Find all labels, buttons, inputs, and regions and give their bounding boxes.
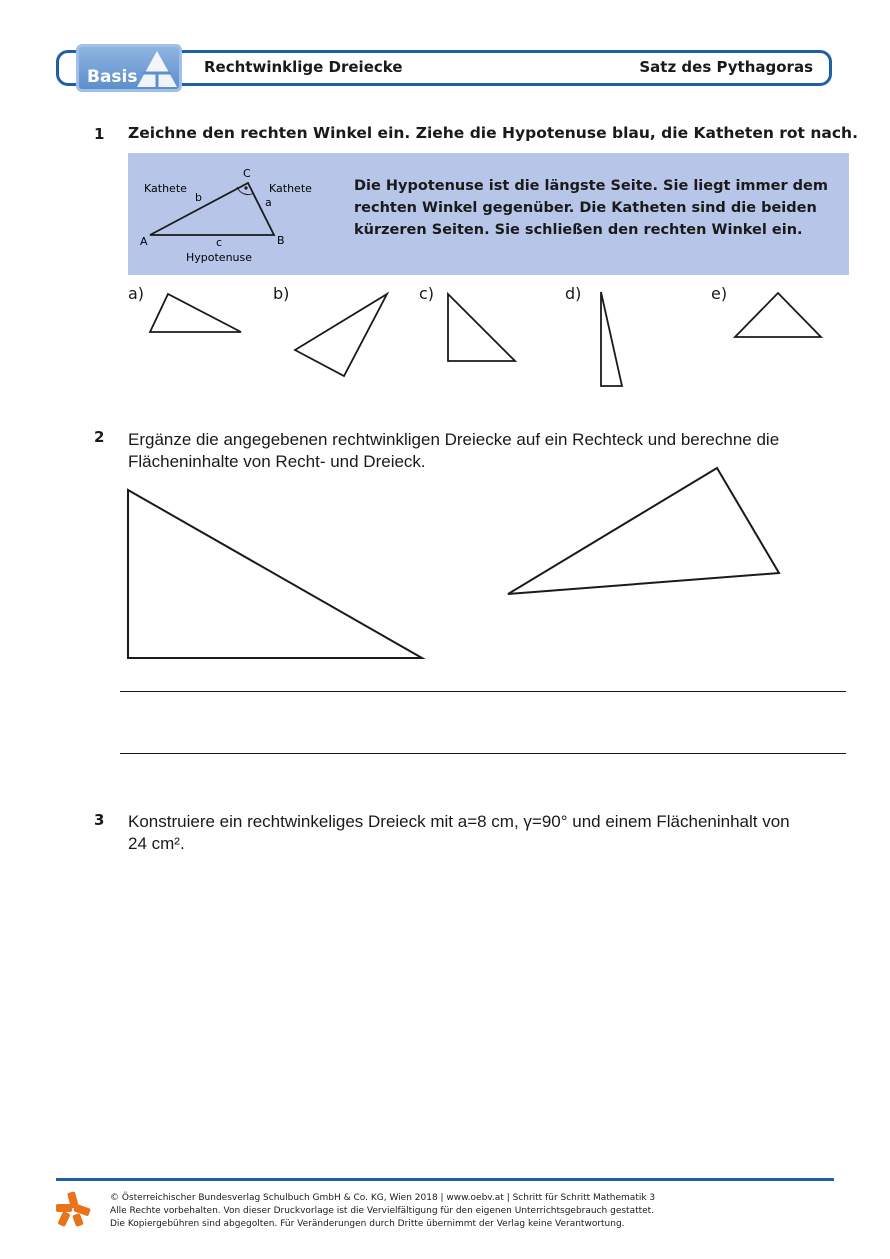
task-2-line: Flächeninhalte von Recht- und Dreieck. bbox=[128, 452, 426, 471]
label-side-b: b bbox=[195, 191, 202, 204]
sub-label-d: d) bbox=[565, 284, 582, 303]
reference-triangle-diagram bbox=[128, 153, 348, 275]
footer-rule bbox=[56, 1178, 834, 1181]
publisher-logo-icon bbox=[54, 1190, 92, 1228]
label-kathete-right: Kathete bbox=[269, 182, 312, 195]
sub-label-e: e) bbox=[711, 284, 728, 303]
page-topic: Satz des Pythagoras bbox=[639, 58, 813, 76]
label-vertex-b: B bbox=[277, 234, 285, 247]
answer-line-2[interactable] bbox=[120, 753, 846, 754]
task-2-triangles bbox=[0, 460, 890, 680]
triangle-a bbox=[150, 294, 241, 332]
footer-text bbox=[110, 1192, 655, 1231]
task-2-line: Ergänze die angegebenen rechtwinkligen Dreiecke auf ein Rechteck und berechne die bbox=[128, 430, 780, 449]
right-triangle-right bbox=[508, 468, 779, 594]
task-1-triangles bbox=[0, 280, 890, 400]
sub-label-c: c) bbox=[419, 284, 435, 303]
task-2-number: 2 bbox=[94, 428, 105, 446]
task-1-instruction: Zeichne den rechten Winkel ein. Ziehe die Hypotenuse blau, die Katheten rot nach. bbox=[128, 124, 858, 142]
info-line: rechten Winkel gegenüber. Die Katheten sind die beiden bbox=[354, 200, 817, 216]
task-3-line: 24 cm². bbox=[128, 834, 185, 853]
task-3-number: 3 bbox=[94, 811, 105, 829]
label-side-a: a bbox=[265, 196, 272, 209]
triangle-b bbox=[295, 294, 387, 376]
info-text bbox=[354, 175, 842, 241]
label-vertex-c: C bbox=[243, 167, 251, 180]
info-line: kürzeren Seiten. Sie schließen den rechten Winkel ein. bbox=[354, 222, 803, 238]
right-triangle-left bbox=[128, 490, 422, 658]
footer-line: © Österreichischer Bundesverlag Schulbuch GmbH & Co. KG, Wien 2018 | www.oebv.at | Schritt für Schritt Mathematik 3 bbox=[110, 1193, 656, 1203]
triangle-d bbox=[601, 292, 622, 386]
triangle-c bbox=[448, 294, 515, 361]
sub-label-b: b) bbox=[273, 284, 290, 303]
triangle-logo-icon bbox=[135, 49, 179, 89]
task-3-text bbox=[128, 811, 790, 855]
task-1-number: 1 bbox=[94, 125, 105, 143]
label-kathete-left: Kathete bbox=[144, 182, 187, 195]
info-line: Die Hypotenuse ist die längste Seite. Sie liegt immer dem bbox=[354, 178, 828, 194]
task-3-line: Konstruiere ein rechtwinkeliges Dreieck mit a=8 cm, γ=90° und einem Flächeninhalt von bbox=[128, 812, 790, 831]
basis-label: Basis bbox=[87, 67, 138, 87]
footer-line: Die Kopiergebühren sind abgegolten. Für Veränderungen durch Dritte übernimmt der Verlag keine Verantwortung. bbox=[110, 1219, 625, 1229]
answer-line-1[interactable] bbox=[120, 691, 846, 692]
basis-badge bbox=[76, 44, 182, 92]
label-hypotenuse: Hypotenuse bbox=[186, 251, 253, 264]
triangle-e bbox=[735, 293, 821, 337]
sub-label-a: a) bbox=[128, 284, 145, 303]
footer-line: Alle Rechte vorbehalten. Von dieser Druckvorlage ist die Vervielfältigung für den eigenen Unterrichtsgebrauch gestattet. bbox=[110, 1206, 655, 1216]
label-vertex-a: A bbox=[140, 235, 148, 248]
page-title: Rechtwinklige Dreiecke bbox=[204, 58, 403, 76]
info-box bbox=[128, 153, 849, 275]
label-side-c: c bbox=[216, 236, 223, 249]
